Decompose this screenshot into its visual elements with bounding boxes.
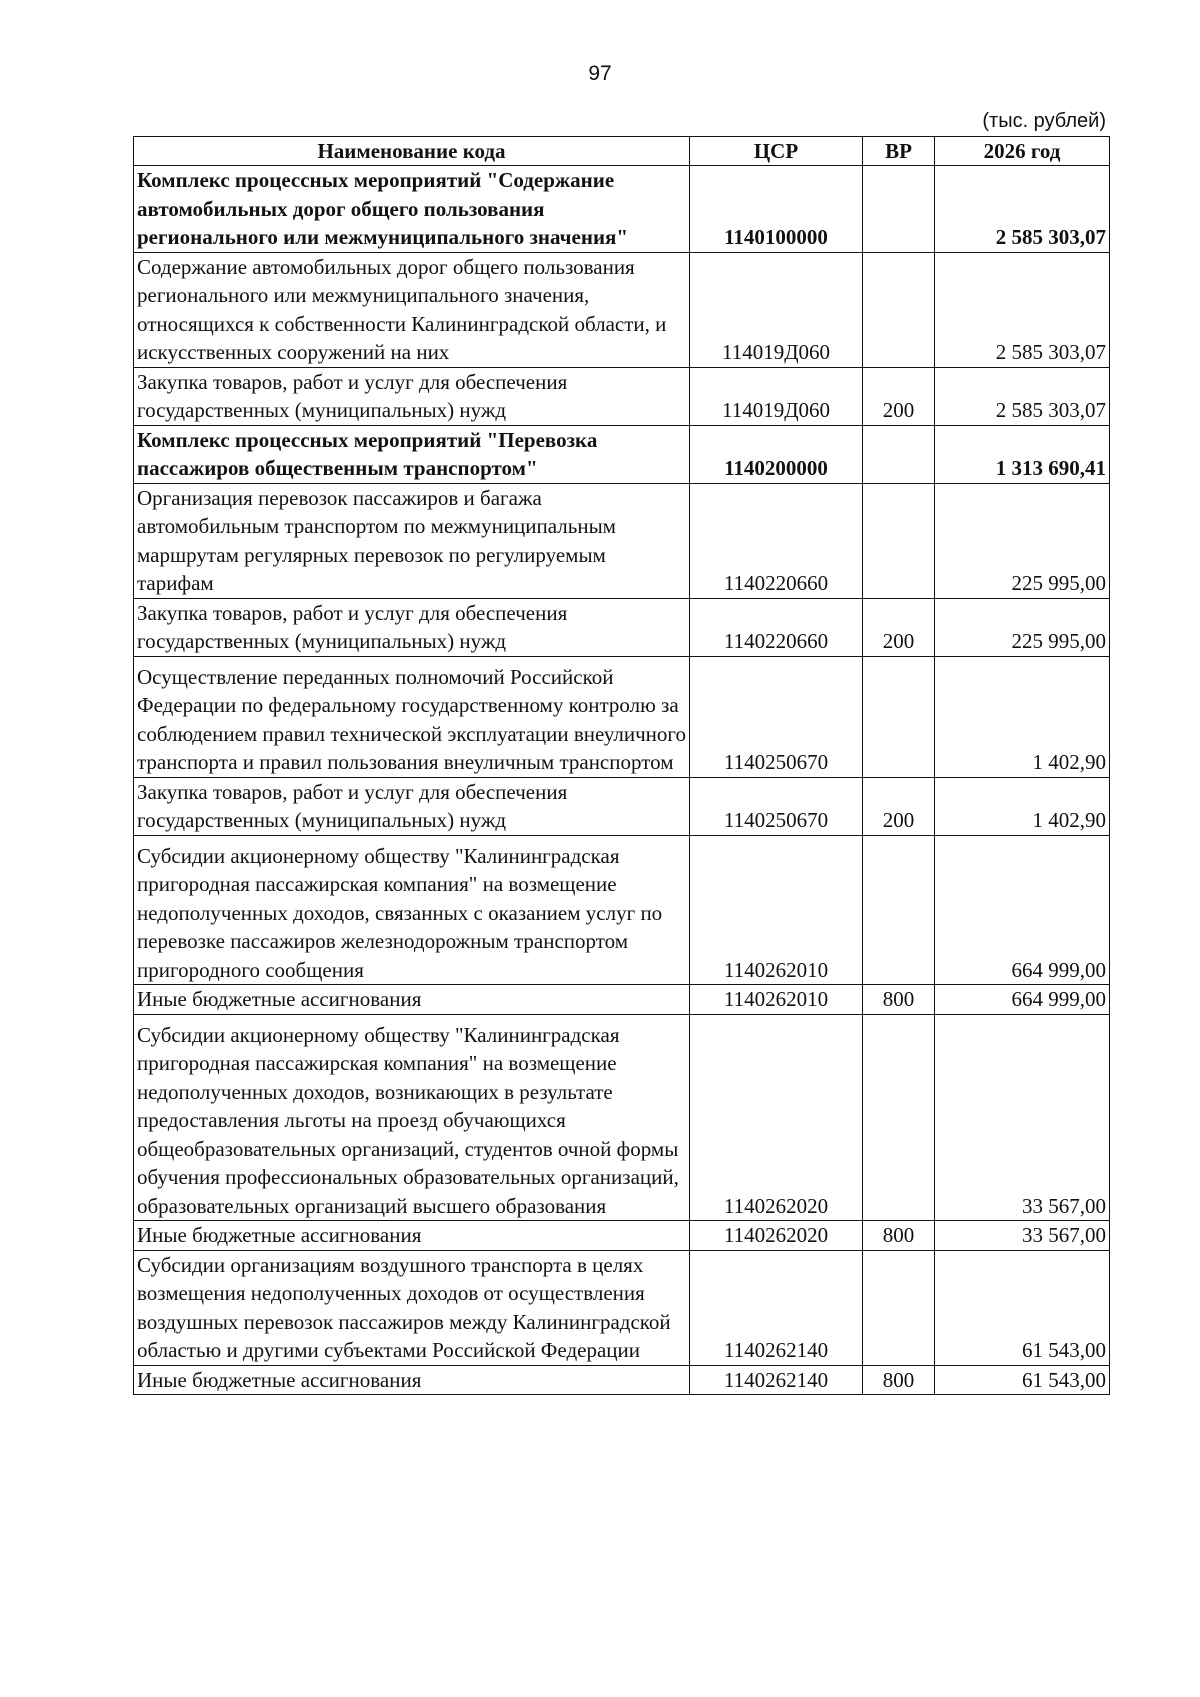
row-amount-cell: 33 567,00 xyxy=(935,1014,1110,1221)
row-amount-cell: 2 585 303,07 xyxy=(935,252,1110,367)
row-name-cell: Закупка товаров, работ и услуг для обеспечения государственных (муниципальных) нужд xyxy=(134,367,690,425)
table-header-row xyxy=(134,137,1110,166)
units-label: (тыс. рублей) xyxy=(982,110,1106,132)
table-body xyxy=(134,166,1110,1395)
header-name: Наименование кода xyxy=(134,137,690,166)
table-row xyxy=(134,367,1110,425)
row-csr-cell: 1140220660 xyxy=(690,483,863,598)
row-vr-cell: 200 xyxy=(863,598,935,656)
row-name-cell: Субсидии организациям воздушного транспорта в целях возмещения недополученных доходов от осуществления воздушных перевозок пассажиров между Калининградской областью и другими субъектами Российской Федерации xyxy=(134,1250,690,1365)
row-csr-cell: 114019Д060 xyxy=(690,252,863,367)
table-row xyxy=(134,425,1110,483)
row-csr-cell: 1140262010 xyxy=(690,835,863,985)
row-vr-cell xyxy=(863,252,935,367)
row-vr-cell xyxy=(863,1014,935,1221)
table-row xyxy=(134,166,1110,253)
row-amount-cell: 664 999,00 xyxy=(935,835,1110,985)
row-vr-cell: 200 xyxy=(863,777,935,835)
row-name-cell: Организация перевозок пассажиров и багажа автомобильным транспортом по межмуниципальным маршрутам регулярных перевозок по регулируемым тарифам xyxy=(134,483,690,598)
row-name-cell: Иные бюджетные ассигнования xyxy=(134,985,690,1015)
row-name-cell: Комплекс процессных мероприятий "Содержание автомобильных дорог общего пользования регионального или межмуниципального значения" xyxy=(134,166,690,253)
row-name-cell: Иные бюджетные ассигнования xyxy=(134,1365,690,1395)
row-name-cell: Комплекс процессных мероприятий "Перевозка пассажиров общественным транспортом" xyxy=(134,425,690,483)
row-vr-cell xyxy=(863,483,935,598)
row-amount-cell: 61 543,00 xyxy=(935,1250,1110,1365)
row-amount-cell: 61 543,00 xyxy=(935,1365,1110,1395)
row-csr-cell: 114019Д060 xyxy=(690,367,863,425)
row-name-cell: Иные бюджетные ассигнования xyxy=(134,1221,690,1251)
row-csr-cell: 1140262020 xyxy=(690,1014,863,1221)
row-vr-cell xyxy=(863,425,935,483)
table-row xyxy=(134,835,1110,985)
table-row xyxy=(134,1365,1110,1395)
row-vr-cell xyxy=(863,1250,935,1365)
table-row xyxy=(134,252,1110,367)
row-name-cell: Субсидии акционерному обществу "Калининградская пригородная пассажирская компания" на возмещение недополученных доходов, возникающих в результате предоставления льготы на проезд обучающихся общеобразовательных организаций, студентов очной формы обучения профессиональных образовательных организаций, образовательных организаций высшего образования xyxy=(134,1014,690,1221)
row-csr-cell: 1140200000 xyxy=(690,425,863,483)
table-row xyxy=(134,985,1110,1015)
table-row xyxy=(134,777,1110,835)
row-csr-cell: 1140262010 xyxy=(690,985,863,1015)
row-amount-cell: 225 995,00 xyxy=(935,483,1110,598)
row-csr-cell: 1140262140 xyxy=(690,1250,863,1365)
header-vr: ВР xyxy=(863,137,935,166)
row-amount-cell: 2 585 303,07 xyxy=(935,166,1110,253)
row-vr-cell: 200 xyxy=(863,367,935,425)
row-vr-cell xyxy=(863,166,935,253)
table-row xyxy=(134,598,1110,656)
row-vr-cell xyxy=(863,835,935,985)
row-vr-cell: 800 xyxy=(863,1221,935,1251)
row-vr-cell: 800 xyxy=(863,1365,935,1395)
row-amount-cell: 1 402,90 xyxy=(935,656,1110,777)
row-amount-cell: 225 995,00 xyxy=(935,598,1110,656)
row-amount-cell: 664 999,00 xyxy=(935,985,1110,1015)
row-amount-cell: 2 585 303,07 xyxy=(935,367,1110,425)
header-csr: ЦСР xyxy=(690,137,863,166)
row-csr-cell: 1140250670 xyxy=(690,777,863,835)
budget-table xyxy=(133,136,1110,1395)
table-row xyxy=(134,1014,1110,1221)
row-csr-cell: 1140220660 xyxy=(690,598,863,656)
page-number: 97 xyxy=(588,62,612,85)
row-name-cell: Осуществление переданных полномочий Российской Федерации по федеральному государственному контролю за соблюдением правил технической эксплуатации внеуличного транспорта и правил пользования внеуличным транспортом xyxy=(134,656,690,777)
row-csr-cell: 1140262020 xyxy=(690,1221,863,1251)
row-amount-cell: 33 567,00 xyxy=(935,1221,1110,1251)
row-name-cell: Закупка товаров, работ и услуг для обеспечения государственных (муниципальных) нужд xyxy=(134,598,690,656)
row-csr-cell: 1140250670 xyxy=(690,656,863,777)
table-row xyxy=(134,1250,1110,1365)
table-row xyxy=(134,656,1110,777)
row-csr-cell: 1140100000 xyxy=(690,166,863,253)
row-amount-cell: 1 313 690,41 xyxy=(935,425,1110,483)
table-row xyxy=(134,483,1110,598)
row-vr-cell xyxy=(863,656,935,777)
row-csr-cell: 1140262140 xyxy=(690,1365,863,1395)
row-name-cell: Субсидии акционерному обществу "Калининградская пригородная пассажирская компания" на возмещение недополученных доходов, связанных с оказанием услуг по перевозке пассажиров железнодорожным транспортом пригородного сообщения xyxy=(134,835,690,985)
table-row xyxy=(134,1221,1110,1251)
row-amount-cell: 1 402,90 xyxy=(935,777,1110,835)
row-name-cell: Закупка товаров, работ и услуг для обеспечения государственных (муниципальных) нужд xyxy=(134,777,690,835)
row-vr-cell: 800 xyxy=(863,985,935,1015)
row-name-cell: Содержание автомобильных дорог общего пользования регионального или межмуниципального значения, относящихся к собственности Калининградской области, и искусственных сооружений на них xyxy=(134,252,690,367)
header-amount: 2026 год xyxy=(935,137,1110,166)
